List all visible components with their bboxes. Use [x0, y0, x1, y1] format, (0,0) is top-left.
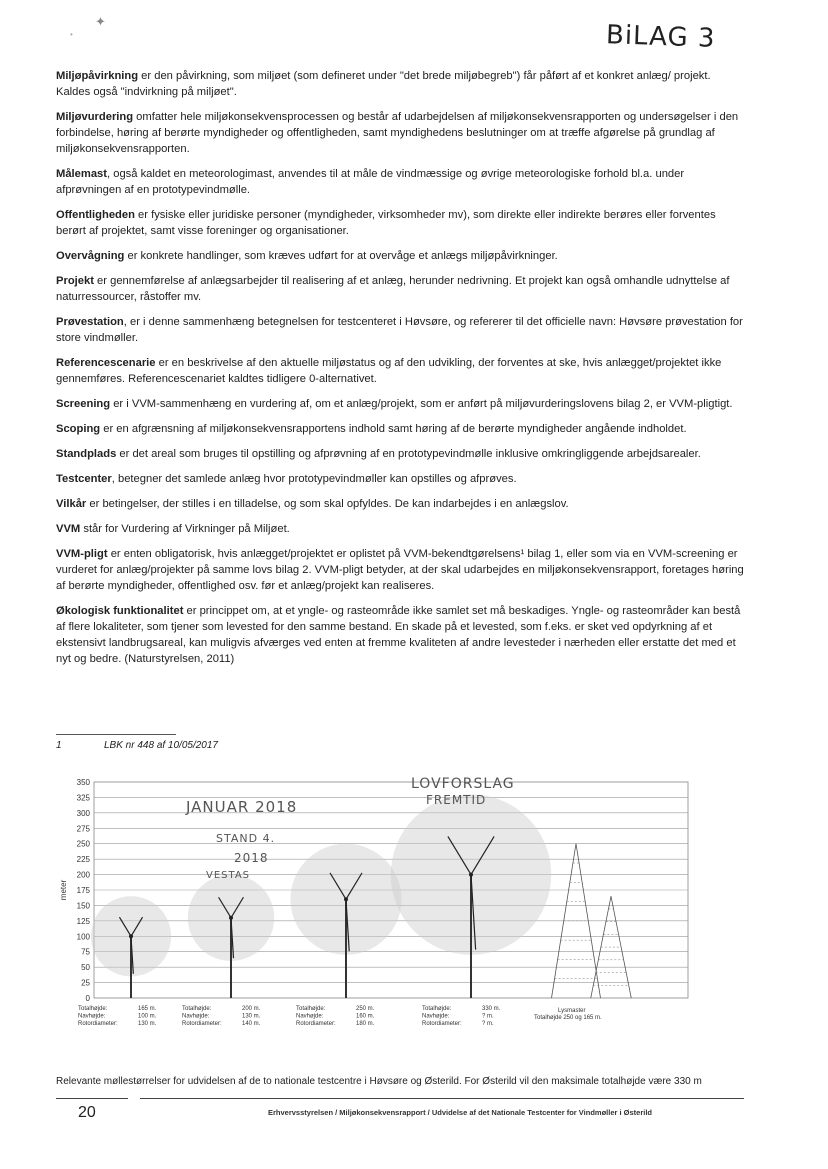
scan-artifact: ✦ — [95, 14, 106, 29]
y-tick-label: 125 — [76, 916, 90, 926]
y-tick-label: 150 — [76, 901, 90, 911]
definition-term: Vilkår — [56, 498, 87, 510]
y-tick-label: 275 — [76, 824, 90, 834]
y-tick-label: 250 — [76, 839, 90, 849]
turbine-spec-value: ? m. — [482, 1021, 494, 1027]
turbine-spec-value: 180 m. — [356, 1021, 375, 1027]
turbine-spec-value: 130 m. — [242, 1013, 261, 1020]
turbine-spec-label: Totalhøjde: — [422, 1006, 452, 1012]
chart-svg — [56, 770, 746, 1050]
y-tick-label: 350 — [76, 778, 90, 787]
definition-text: er princippet om, at et yngle- og rasteområde ikke samlet set må beskadiges. Yngle- og rasteområder kan bestå af flere lokaliteter, som tjener som levested for den samme bestand. En skade på et levested, som f.eks. er sket ved opdyrkning af et ekstensivt landbrugsareal, kan muligvis afværges ved enten at fremme kvaliteten af andre levesteder i nærheden eller erstatte det med et nyt og bedre. (Naturstyrelsen, 2011) — [56, 605, 741, 665]
turbine-hub — [129, 934, 133, 938]
definition-text: er i VVM-sammenhæng en vurdering af, om et anlæg/projekt, som er anført på miljøvurderingslovens bilag 2, er VVM-pligtigt. — [110, 398, 733, 410]
definition-text: er fysiske eller juridiske personer (myndigheder, virksomheder mv), som direkte eller indirekte berøres eller forventes berørt af projektet, samt visse foreninger og organisationer. — [56, 209, 716, 237]
definition-term: Prøvestation — [56, 316, 124, 328]
definition-item — [56, 521, 746, 537]
definition-item — [56, 207, 746, 239]
handwritten-note3: 2018 — [234, 851, 269, 865]
definition-text: er konkrete handlinger, som kræves udført for at overvåge et anlægs miljøpåvirkninger. — [124, 250, 558, 262]
turbine-spec-label: Navhøjde: — [422, 1013, 450, 1020]
turbine-size-chart — [56, 770, 746, 1050]
turbine-spec-value: 100 m. — [138, 1013, 157, 1020]
definition-term: Screening — [56, 398, 111, 410]
turbine-spec-label: Rotordiameter: — [422, 1021, 462, 1027]
definition-term: Målemast — [56, 168, 107, 180]
turbine-spec-label: Rotordiameter: — [296, 1021, 336, 1027]
footnote-rule — [56, 734, 176, 735]
definition-text: , er i denne sammenhæng betegnelsen for testcenteret i Høvsøre, og refererer til det officielle navn: Høvsøre prøvestation for store vindmøller. — [56, 316, 743, 344]
definition-term: Projekt — [56, 275, 94, 287]
definition-item — [56, 471, 746, 487]
running-footer: Erhvervsstyrelsen / Miljøkonsekvensrapport / Udvidelse af det Nationale Testcenter for Vindmøller i Østerild — [268, 1108, 653, 1117]
definitions-list — [56, 68, 746, 676]
figure-caption: Relevante møllestørrelser for udvidelsen af de to nationale testcentre i Høvsøre og Østerild. For Østerild vil den maksimale totalhøjde være 330 m — [56, 1076, 702, 1087]
definition-text: , betegner det samlede anlæg hvor prototypevindmøller kan opstilles og afprøves. — [111, 473, 517, 485]
handwritten-note5a: LOVFORSLAG — [411, 776, 515, 792]
handwritten-note4: VESTAS — [206, 870, 251, 881]
definition-term: Standplads — [56, 448, 117, 460]
y-tick-label: 50 — [81, 963, 90, 973]
definition-text: , også kaldet en meteorologimast, anvendes til at måle de vindmæssige og øvrige meteorologiske forhold bl.a. under afprøvningen af en prototypevindmølle. — [56, 168, 685, 196]
turbine-hub — [469, 873, 473, 877]
definition-item — [56, 446, 746, 462]
y-tick-label: 25 — [81, 978, 90, 988]
turbine-hub — [229, 916, 233, 920]
turbine-spec-value: 160 m. — [356, 1013, 375, 1020]
definition-item — [56, 166, 746, 198]
definition-item — [56, 496, 746, 512]
definition-item — [56, 546, 746, 594]
turbine-spec-label: Navhøjde: — [78, 1013, 106, 1020]
definition-term: Miljøvurdering — [56, 111, 134, 123]
turbine-spec-label: Rotordiameter: — [182, 1021, 222, 1027]
turbine-spec-value: 330 m. — [482, 1006, 501, 1012]
definition-text: står for Vurdering af Virkninger på Miljøet. — [80, 523, 290, 535]
mast-spec: Totalhøjde 250 og 165 m. — [534, 1015, 602, 1021]
definition-term: VVM — [56, 523, 81, 535]
turbine-spec-label: Rotordiameter: — [78, 1021, 118, 1027]
y-axis-label: meter — [59, 879, 68, 901]
page-number: 20 — [78, 1104, 96, 1121]
definition-item — [56, 421, 746, 437]
handwritten-note2: STAND 4. — [216, 832, 276, 845]
footnote — [56, 740, 218, 751]
definition-item — [56, 109, 746, 157]
y-tick-label: 100 — [76, 932, 90, 942]
turbine-spec-label: Totalhøjde: — [78, 1006, 108, 1012]
definition-term: Overvågning — [56, 250, 125, 262]
turbine-spec-value: 165 m. — [138, 1006, 157, 1012]
scan-artifact: • — [70, 30, 73, 39]
turbine-spec-value: 140 m. — [242, 1021, 261, 1027]
definition-text: omfatter hele miljøkonsekvensprocessen og består af udarbejdelsen af miljøkonsekvensrapporten og undersøgelser i den forbindelse, høring af berørte myndigheder og offentligheden, samt myndighedens beslutninger om at træffe afgørelse på grundlag af miljøkonsekvensrapporten. — [56, 111, 739, 155]
handwritten-annex-label: BiLAG 3 — [605, 20, 716, 54]
footnote-text: LBK nr 448 af 10/05/2017 — [104, 740, 218, 751]
definition-term: VVM-pligt — [56, 548, 108, 560]
turbine-spec-value: 130 m. — [138, 1021, 157, 1027]
definition-text: er betingelser, der stilles i en tilladelse, og som skal opfyldes. De kan indarbejdes i en anlægslov. — [86, 498, 569, 510]
definition-item — [56, 273, 746, 305]
turbine-spec-value: 250 m. — [356, 1006, 375, 1012]
definition-term: Scoping — [56, 423, 101, 435]
footer-rule — [140, 1098, 744, 1099]
handwritten-note1: JANUAR 2018 — [186, 798, 298, 816]
definition-term: Miljøpåvirkning — [56, 70, 139, 82]
definition-text: er enten obligatorisk, hvis anlægget/projektet er oplistet på VVM-bekendtgørelsens¹ bilag 1, eller som via en VVM-screening er vurderet for anlæg/projekter på samme lovs bilag 2. VVM-pligt betyder, at der skal udarbejdes en miljøkonsekvensrapport, foretages høring af berørte myndigheder, offentlighed osv. før et anlæg/projekt kan realiseres. — [56, 548, 744, 592]
turbine-spec-label: Totalhøjde: — [296, 1006, 326, 1012]
y-tick-label: 75 — [81, 947, 90, 957]
definition-item — [56, 314, 746, 346]
definition-text: er den påvirkning, som miljøet (som defineret under "det brede miljøbegreb") får påført af et konkret anlæg/ projekt. Kaldes også "indvirkning på miljøet". — [56, 70, 711, 98]
definition-item — [56, 355, 746, 387]
y-tick-label: 0 — [85, 994, 90, 1003]
mast-label: Lysmaster — [558, 1008, 586, 1014]
y-tick-label: 175 — [76, 886, 90, 895]
definition-text: er en beskrivelse af den aktuelle miljøstatus og af den udvikling, der forventes at ske, hvis anlægget/projektet ikke gennemføres. Referencescenariet kaldtes tidligere 0-alternativet. — [56, 357, 722, 385]
y-tick-label: 300 — [76, 808, 90, 818]
definition-item — [56, 248, 746, 264]
definition-term: Referencescenarie — [56, 357, 156, 369]
y-tick-label: 325 — [76, 793, 90, 803]
turbine-spec-value: 200 m. — [242, 1006, 261, 1012]
footnote-number: 1 — [56, 740, 62, 751]
definition-item — [56, 396, 746, 412]
definition-item — [56, 68, 746, 100]
y-tick-label: 200 — [76, 870, 90, 880]
definition-term: Økologisk funktionalitet — [56, 605, 184, 617]
definition-term: Testcenter — [56, 473, 112, 485]
turbine-hub — [344, 897, 348, 901]
definition-item — [56, 603, 746, 667]
definition-text: er det areal som bruges til opstilling og afprøvning af en prototypevindmølle inklusive omkringliggende arbejdsarealer. — [116, 448, 701, 460]
handwritten-note5b: FREMTID — [426, 793, 487, 807]
footer-rule — [56, 1098, 128, 1099]
turbine-spec-value: ? m. — [482, 1013, 494, 1020]
definition-term: Offentligheden — [56, 209, 135, 221]
definition-text: er en afgrænsning af miljøkonsekvensrapportens indhold samt høring af de berørte myndigheder angående indholdet. — [100, 423, 687, 435]
definition-text: er gennemførelse af anlægsarbejder til realisering af et anlæg, herunder nedrivning. Et projekt kan også omhandle udnyttelse af naturressourcer, råstoffer mv. — [56, 275, 730, 303]
turbine-spec-label: Navhøjde: — [296, 1013, 324, 1020]
turbine-spec-label: Navhøjde: — [182, 1013, 210, 1020]
turbine-spec-label: Totalhøjde: — [182, 1006, 212, 1012]
y-tick-label: 225 — [76, 855, 90, 865]
